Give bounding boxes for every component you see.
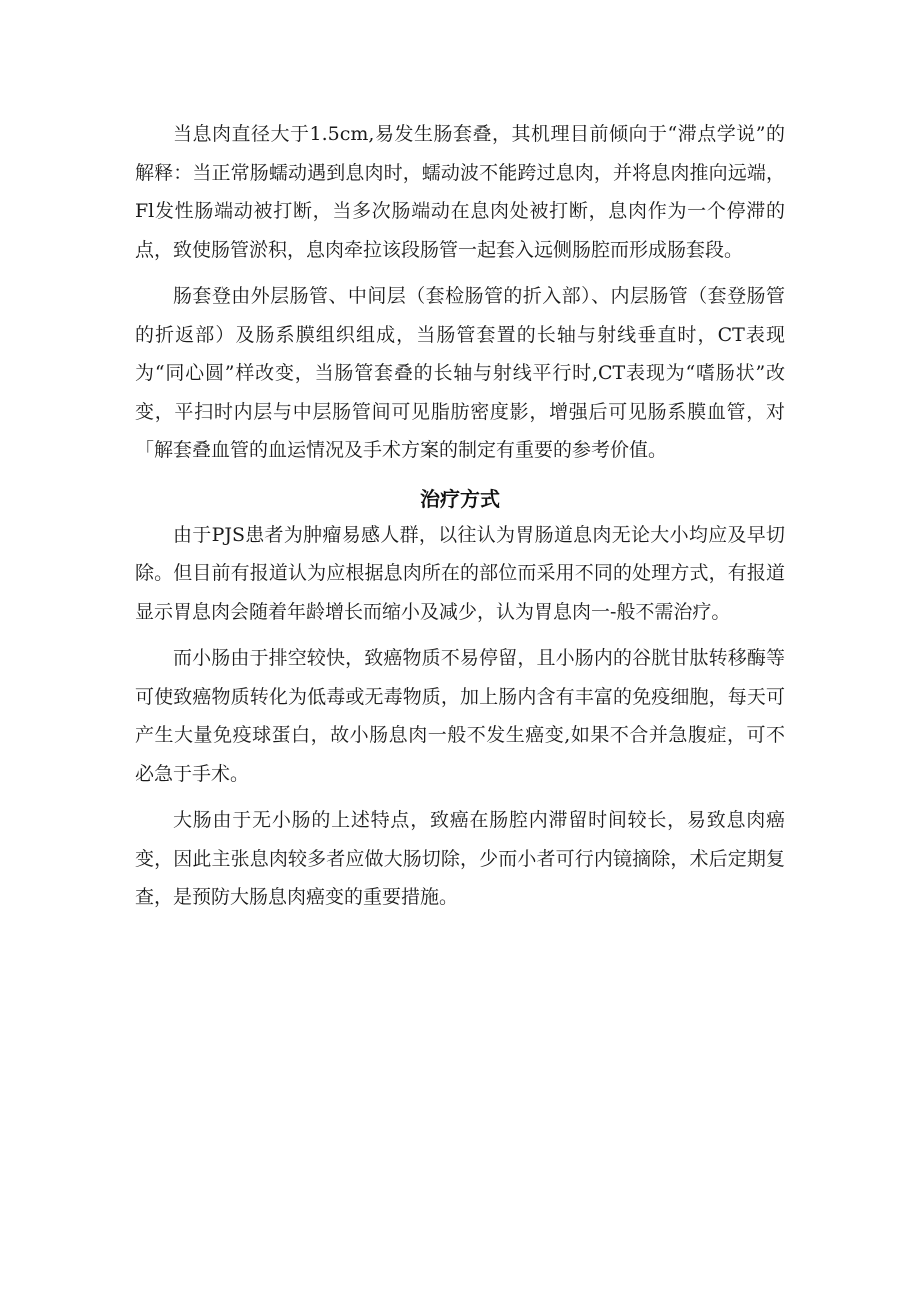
paragraph-treatment-large-intestine: 大肠由于无小肠的上述特点，致癌在肠腔内滞留时间较长，易致息肉癌变，因此主张息肉较多者应做大肠切除，少而小者可行内镜摘除，术后定期复查，是预防大肠息肉癌变的重要措施。 <box>135 809 785 908</box>
paragraph-intussusception-mechanism: 当息肉直径大于1.5cm,易发生肠套叠，其机理目前倾向于“滞点学说”的解释：当正常肠蠕动遇到息肉时，蠕动波不能跨过息肉，并将息肉推向远端，Fl发性肠端动被打断，当多次肠端动在息肉处被打断，息肉作为一个停滞的点，致使肠管淤积，息肉牵拉该段肠管一起套入远侧肠腔而形成肠套段。 <box>135 123 785 261</box>
document-body <box>135 115 785 917</box>
paragraph-treatment-small-intestine: 而小肠由于排空较快，致癌物质不易停留，且小肠内的谷胱甘肽转移酶等可使致癌物质转化为低毒或无毒物质，加上肠内含有丰富的免疫细胞，每天可产生大量免疫球蛋白，故小肠息肉一般不发生癌变,如果不合并急腹症，可不必急于手术。 <box>135 647 785 785</box>
section-title-treatment: 治疗方式 <box>420 486 500 511</box>
paragraph-intussusception-ct: 肠套登由外层肠管、中间层（套检肠管的折入部）、内层肠管（套登肠管的折返部）及肠系膜组织组成，当肠管套置的长轴与射线垂直时，CT表现为“同心圆”样改变，当肠管套叠的长轴与射线平行时,CT表现为“嗜肠状”改变，平扫时内层与中层肠管间可见脂肪密度影，增强后可见肠系膜血管，对「解套叠血管的血运情况及手术方案的制定有重要的参考价值。 <box>135 285 785 461</box>
paragraph-treatment-gastric: 由于PJS患者为肿瘤易感人群，以往认为胃肠道息肉无论大小均应及早切除。但目前有报道认为应根据息肉所在的部位而采用不同的处理方式，有报道显示胃息肉会随着年龄增长而缩小及减少，认为胃息肉一-般不需治疗。 <box>135 523 785 623</box>
